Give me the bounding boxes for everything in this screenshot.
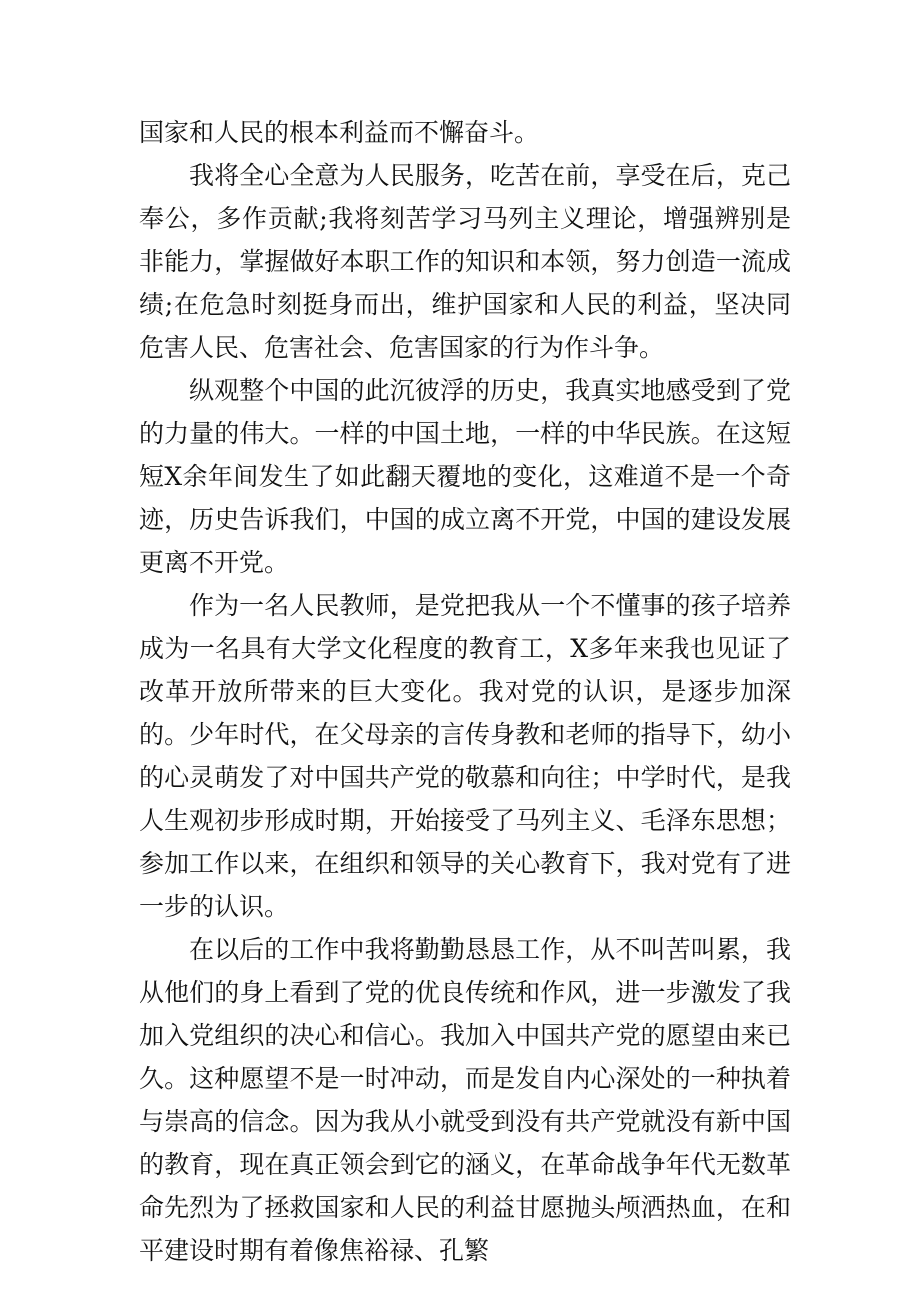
paragraph-future-work: 在以后的工作中我将勤勤恳恳工作，从不叫苦叫累，我从他们的身上看到了党的优良传统和作风，进一步激发了我加入党组织的决心和信心。我加入中国共产党的愿望由来已久。这种愿望不是一时冲动，而是发自内心深处的一种执着与崇高的信念。因为我从小就受到没有共产党就没有新中国的教育，现在真正领会到它的涵义，在革命战争年代无数革命先烈为了拯救国家和人民的利益甘愿抛头颅洒热血，在和平建设时期有着像焦裕禄、孔繁: [139, 935, 791, 1265]
paragraph-continuation: 国家和人民的根本利益而不懈奋斗。: [139, 118, 540, 147]
paragraph-teacher: 作为一名人民教师，是党把我从一个不懂事的孩子培养成为一名具有大学文化程度的教育工，X多年来我也见证了改革开放所带来的巨大变化。我对党的认识，是逐步加深的。少年时代，在父母亲的言传身教和老师的指导下，幼小的心灵萌发了对中国共产党的敬慕和向往；中学时代，是我人生观初步形成时期，开始接受了马列主义、毛泽东思想；参加工作以来，在组织和领导的关心教育下，我对党有了进一步的认识。: [139, 591, 791, 921]
document-body: [139, 111, 791, 1272]
paragraph-service-pledge: 我将全心全意为人民服务，吃苦在前，享受在后，克己奉公，多作贡献;我将刻苦学习马列主义理论，增强辨别是非能力，掌握做好本职工作的知识和本领，努力创造一流成绩;在危急时刻挺身而出，维护国家和人民的利益，坚决同危害人民、危害社会、危害国家的行为作斗争。: [139, 161, 791, 362]
paragraph-history: 纵观整个中国的此沉彼浮的历史，我真实地感受到了党的力量的伟大。一样的中国土地，一样的中华民族。在这短短X余年间发生了如此翻天覆地的变化，这难道不是一个奇迹，历史告诉我们，中国的成立离不开党，中国的建设发展更离不开党。: [139, 376, 791, 577]
